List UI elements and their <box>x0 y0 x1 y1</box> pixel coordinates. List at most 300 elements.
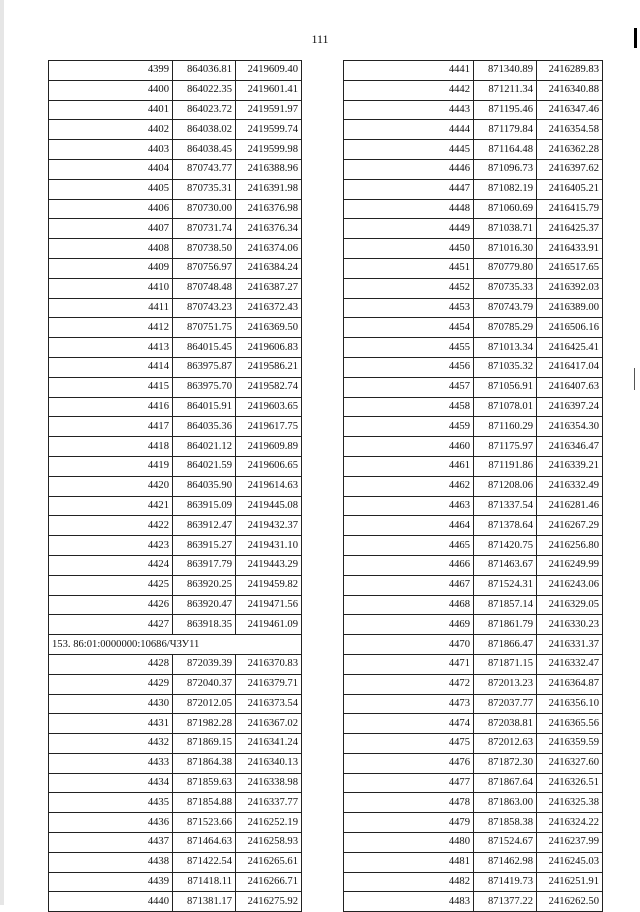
point-number-cell: 4412 <box>49 318 173 338</box>
point-number-cell: 4399 <box>49 61 173 81</box>
parcel-header-cell: 153. 86:01:0000000:10686/ЧЗУ11 <box>49 635 302 655</box>
x-coordinate-cell: 871859.63 <box>173 773 236 793</box>
x-coordinate-cell: 870730.00 <box>173 199 236 219</box>
table-row <box>49 456 302 476</box>
y-coordinate-cell: 2419582.74 <box>236 377 302 397</box>
x-coordinate-cell: 871160.29 <box>474 417 537 437</box>
table-row <box>344 516 603 536</box>
point-number-cell: 4451 <box>344 258 474 278</box>
y-coordinate-cell: 2419459.82 <box>236 575 302 595</box>
table-row <box>344 61 603 81</box>
x-coordinate-cell: 863917.79 <box>173 555 236 575</box>
point-number-cell: 4483 <box>344 892 474 912</box>
table-row <box>49 140 302 160</box>
x-coordinate-cell: 870751.75 <box>173 318 236 338</box>
table-row <box>49 397 302 417</box>
table-row <box>344 357 603 377</box>
x-coordinate-cell: 871422.54 <box>173 852 236 872</box>
point-number-cell: 4430 <box>49 694 173 714</box>
x-coordinate-cell: 871056.91 <box>474 377 537 397</box>
y-coordinate-cell: 2419606.83 <box>236 338 302 358</box>
y-coordinate-cell: 2419591.97 <box>236 100 302 120</box>
point-number-cell: 4420 <box>49 476 173 496</box>
y-coordinate-cell: 2416370.83 <box>236 654 302 674</box>
table-row <box>344 793 603 813</box>
x-coordinate-cell: 871982.28 <box>173 714 236 734</box>
table-row <box>49 694 302 714</box>
point-number-cell: 4402 <box>49 120 173 140</box>
x-coordinate-cell: 864038.45 <box>173 140 236 160</box>
x-coordinate-cell: 871863.00 <box>474 793 537 813</box>
table-row <box>344 338 603 358</box>
x-coordinate-cell: 871420.75 <box>474 536 537 556</box>
y-coordinate-cell: 2416384.24 <box>236 258 302 278</box>
point-number-cell: 4435 <box>49 793 173 813</box>
point-number-cell: 4400 <box>49 80 173 100</box>
y-coordinate-cell: 2416372.43 <box>236 298 302 318</box>
y-coordinate-cell: 2416376.98 <box>236 199 302 219</box>
x-coordinate-cell: 871419.73 <box>474 872 537 892</box>
table-row <box>344 674 603 694</box>
y-coordinate-cell: 2419461.09 <box>236 615 302 635</box>
coordinates-table-right <box>343 60 603 912</box>
point-number-cell: 4406 <box>49 199 173 219</box>
y-coordinate-cell: 2419617.75 <box>236 417 302 437</box>
table-row <box>49 417 302 437</box>
y-coordinate-cell: 2416332.49 <box>537 476 603 496</box>
point-number-cell: 4427 <box>49 615 173 635</box>
table-row <box>344 278 603 298</box>
point-number-cell: 4426 <box>49 595 173 615</box>
x-coordinate-cell: 871060.69 <box>474 199 537 219</box>
x-coordinate-cell: 871869.15 <box>173 734 236 754</box>
table-row <box>344 575 603 595</box>
y-coordinate-cell: 2416354.30 <box>537 417 603 437</box>
table-row <box>344 852 603 872</box>
y-coordinate-cell: 2416425.41 <box>537 338 603 358</box>
x-coordinate-cell: 863918.35 <box>173 615 236 635</box>
y-coordinate-cell: 2416374.06 <box>236 239 302 259</box>
point-number-cell: 4441 <box>344 61 474 81</box>
x-coordinate-cell: 871013.34 <box>474 338 537 358</box>
x-coordinate-cell: 871164.48 <box>474 140 537 160</box>
point-number-cell: 4422 <box>49 516 173 536</box>
x-coordinate-cell: 871208.06 <box>474 476 537 496</box>
x-coordinate-cell: 864021.12 <box>173 437 236 457</box>
x-coordinate-cell: 871016.30 <box>474 239 537 259</box>
x-coordinate-cell: 871038.71 <box>474 219 537 239</box>
x-coordinate-cell: 871078.01 <box>474 397 537 417</box>
y-coordinate-cell: 2416331.37 <box>537 635 603 655</box>
point-number-cell: 4467 <box>344 575 474 595</box>
point-number-cell: 4429 <box>49 674 173 694</box>
y-coordinate-cell: 2419601.41 <box>236 80 302 100</box>
table-row <box>49 654 302 674</box>
table-row <box>344 219 603 239</box>
point-number-cell: 4413 <box>49 338 173 358</box>
point-number-cell: 4449 <box>344 219 474 239</box>
table-row <box>49 239 302 259</box>
point-number-cell: 4445 <box>344 140 474 160</box>
table-row <box>49 318 302 338</box>
x-coordinate-cell: 871377.22 <box>474 892 537 912</box>
table-row <box>344 635 603 655</box>
y-coordinate-cell: 2419614.63 <box>236 476 302 496</box>
y-coordinate-cell: 2419606.65 <box>236 456 302 476</box>
table-row <box>49 61 302 81</box>
table-row <box>49 516 302 536</box>
point-number-cell: 4405 <box>49 179 173 199</box>
table-row <box>49 793 302 813</box>
table-row <box>344 417 603 437</box>
y-coordinate-cell: 2416262.50 <box>537 892 603 912</box>
table-row <box>49 100 302 120</box>
table-row <box>344 555 603 575</box>
table-row <box>49 852 302 872</box>
point-number-cell: 4464 <box>344 516 474 536</box>
y-coordinate-cell: 2416237.99 <box>537 833 603 853</box>
x-coordinate-cell: 864035.36 <box>173 417 236 437</box>
table-row <box>344 437 603 457</box>
point-number-cell: 4455 <box>344 338 474 358</box>
table-row <box>344 298 603 318</box>
x-coordinate-cell: 871523.66 <box>173 813 236 833</box>
point-number-cell: 4401 <box>49 100 173 120</box>
page-number: 111 <box>311 32 329 46</box>
x-coordinate-cell: 864023.72 <box>173 100 236 120</box>
y-coordinate-cell: 2416265.61 <box>236 852 302 872</box>
x-coordinate-cell: 870743.23 <box>173 298 236 318</box>
x-coordinate-cell: 872012.63 <box>474 734 537 754</box>
table-row <box>344 595 603 615</box>
point-number-cell: 4465 <box>344 536 474 556</box>
point-number-cell: 4481 <box>344 852 474 872</box>
y-coordinate-cell: 2416347.46 <box>537 100 603 120</box>
table-row <box>344 714 603 734</box>
point-number-cell: 4410 <box>49 278 173 298</box>
y-coordinate-cell: 2416369.50 <box>236 318 302 338</box>
y-coordinate-cell: 2416340.13 <box>236 753 302 773</box>
x-coordinate-cell: 871524.67 <box>474 833 537 853</box>
y-coordinate-cell: 2416326.51 <box>537 773 603 793</box>
table-row <box>344 496 603 516</box>
table-row <box>49 219 302 239</box>
point-number-cell: 4454 <box>344 318 474 338</box>
y-coordinate-cell: 2416405.21 <box>537 179 603 199</box>
table-row <box>344 654 603 674</box>
point-number-cell: 4424 <box>49 555 173 575</box>
scan-mark-right <box>634 368 635 390</box>
table-row <box>49 437 302 457</box>
x-coordinate-cell: 864035.90 <box>173 476 236 496</box>
y-coordinate-cell: 2416324.22 <box>537 813 603 833</box>
point-number-cell: 4453 <box>344 298 474 318</box>
point-number-cell: 4450 <box>344 239 474 259</box>
point-number-cell: 4476 <box>344 753 474 773</box>
table-row <box>344 199 603 219</box>
table-row <box>49 496 302 516</box>
table-row <box>49 773 302 793</box>
x-coordinate-cell: 863912.47 <box>173 516 236 536</box>
y-coordinate-cell: 2416245.03 <box>537 852 603 872</box>
point-number-cell: 4423 <box>49 536 173 556</box>
x-coordinate-cell: 872037.77 <box>474 694 537 714</box>
x-coordinate-cell: 871871.15 <box>474 654 537 674</box>
point-number-cell: 4466 <box>344 555 474 575</box>
x-coordinate-cell: 864036.81 <box>173 61 236 81</box>
table-row <box>344 892 603 912</box>
x-coordinate-cell: 871035.32 <box>474 357 537 377</box>
table-row <box>49 714 302 734</box>
y-coordinate-cell: 2419431.10 <box>236 536 302 556</box>
table-row <box>344 120 603 140</box>
y-coordinate-cell: 2416252.19 <box>236 813 302 833</box>
y-coordinate-cell: 2416433.91 <box>537 239 603 259</box>
point-number-cell: 4470 <box>344 635 474 655</box>
table-row <box>49 80 302 100</box>
x-coordinate-cell: 871857.14 <box>474 595 537 615</box>
y-coordinate-cell: 2416517.65 <box>537 258 603 278</box>
point-number-cell: 4436 <box>49 813 173 833</box>
table-row <box>49 179 302 199</box>
y-coordinate-cell: 2416337.77 <box>236 793 302 813</box>
y-coordinate-cell: 2416341.24 <box>236 734 302 754</box>
coordinates-table-left <box>48 60 302 912</box>
x-coordinate-cell: 864022.35 <box>173 80 236 100</box>
table-row <box>344 615 603 635</box>
point-number-cell: 4443 <box>344 100 474 120</box>
table-row <box>49 357 302 377</box>
table-row <box>344 258 603 278</box>
y-coordinate-cell: 2416359.59 <box>537 734 603 754</box>
table-row <box>49 536 302 556</box>
point-number-cell: 4475 <box>344 734 474 754</box>
x-coordinate-cell: 871179.84 <box>474 120 537 140</box>
x-coordinate-cell: 871867.64 <box>474 773 537 793</box>
table-row <box>344 753 603 773</box>
point-number-cell: 4409 <box>49 258 173 278</box>
point-number-cell: 4414 <box>49 357 173 377</box>
y-coordinate-cell: 2416251.91 <box>537 872 603 892</box>
y-coordinate-cell: 2416332.47 <box>537 654 603 674</box>
table-row <box>49 872 302 892</box>
point-number-cell: 4434 <box>49 773 173 793</box>
x-coordinate-cell: 871463.67 <box>474 555 537 575</box>
y-coordinate-cell: 2416266.71 <box>236 872 302 892</box>
x-coordinate-cell: 863920.47 <box>173 595 236 615</box>
table-row <box>344 318 603 338</box>
y-coordinate-cell: 2419443.29 <box>236 555 302 575</box>
y-coordinate-cell: 2416281.46 <box>537 496 603 516</box>
point-number-cell: 4461 <box>344 456 474 476</box>
table-row <box>49 753 302 773</box>
y-coordinate-cell: 2419432.37 <box>236 516 302 536</box>
y-coordinate-cell: 2416256.80 <box>537 536 603 556</box>
point-number-cell: 4404 <box>49 159 173 179</box>
point-number-cell: 4418 <box>49 437 173 457</box>
x-coordinate-cell: 871524.31 <box>474 575 537 595</box>
y-coordinate-cell: 2416373.54 <box>236 694 302 714</box>
x-coordinate-cell: 871861.79 <box>474 615 537 635</box>
table-row <box>49 555 302 575</box>
y-coordinate-cell: 2416354.58 <box>537 120 603 140</box>
point-number-cell: 4472 <box>344 674 474 694</box>
point-number-cell: 4456 <box>344 357 474 377</box>
point-number-cell: 4432 <box>49 734 173 754</box>
table-row <box>344 833 603 853</box>
x-coordinate-cell: 871864.38 <box>173 753 236 773</box>
y-coordinate-cell: 2416340.88 <box>537 80 603 100</box>
table-row <box>344 100 603 120</box>
y-coordinate-cell: 2416376.34 <box>236 219 302 239</box>
x-coordinate-cell: 871858.38 <box>474 813 537 833</box>
table-row <box>49 635 302 655</box>
table-row <box>49 258 302 278</box>
x-coordinate-cell: 863975.70 <box>173 377 236 397</box>
point-number-cell: 4473 <box>344 694 474 714</box>
x-coordinate-cell: 864015.91 <box>173 397 236 417</box>
table-row <box>49 615 302 635</box>
x-coordinate-cell: 871464.63 <box>173 833 236 853</box>
x-coordinate-cell: 871211.34 <box>474 80 537 100</box>
y-coordinate-cell: 2416364.87 <box>537 674 603 694</box>
table-row <box>49 298 302 318</box>
y-coordinate-cell: 2419599.98 <box>236 140 302 160</box>
table-row <box>344 159 603 179</box>
x-coordinate-cell: 863920.25 <box>173 575 236 595</box>
x-coordinate-cell: 863915.09 <box>173 496 236 516</box>
point-number-cell: 4417 <box>49 417 173 437</box>
y-coordinate-cell: 2419586.21 <box>236 357 302 377</box>
x-coordinate-cell: 864015.45 <box>173 338 236 358</box>
x-coordinate-cell: 872013.23 <box>474 674 537 694</box>
y-coordinate-cell: 2416367.02 <box>236 714 302 734</box>
x-coordinate-cell: 871340.89 <box>474 61 537 81</box>
table-row <box>49 159 302 179</box>
point-number-cell: 4431 <box>49 714 173 734</box>
table-row <box>49 476 302 496</box>
point-number-cell: 4460 <box>344 437 474 457</box>
point-number-cell: 4419 <box>49 456 173 476</box>
y-coordinate-cell: 2416365.56 <box>537 714 603 734</box>
x-coordinate-cell: 871096.73 <box>474 159 537 179</box>
y-coordinate-cell: 2416329.05 <box>537 595 603 615</box>
x-coordinate-cell: 871082.19 <box>474 179 537 199</box>
x-coordinate-cell: 872038.81 <box>474 714 537 734</box>
x-coordinate-cell: 870748.48 <box>173 278 236 298</box>
x-coordinate-cell: 870735.33 <box>474 278 537 298</box>
x-coordinate-cell: 871378.64 <box>474 516 537 536</box>
point-number-cell: 4469 <box>344 615 474 635</box>
point-number-cell: 4479 <box>344 813 474 833</box>
y-coordinate-cell: 2419603.65 <box>236 397 302 417</box>
table-row <box>49 833 302 853</box>
point-number-cell: 4440 <box>49 892 173 912</box>
point-number-cell: 4403 <box>49 140 173 160</box>
x-coordinate-cell: 870743.79 <box>474 298 537 318</box>
x-coordinate-cell: 870731.74 <box>173 219 236 239</box>
y-coordinate-cell: 2416356.10 <box>537 694 603 714</box>
point-number-cell: 4474 <box>344 714 474 734</box>
y-coordinate-cell: 2416243.06 <box>537 575 603 595</box>
y-coordinate-cell: 2419471.56 <box>236 595 302 615</box>
y-coordinate-cell: 2416346.47 <box>537 437 603 457</box>
table-row <box>344 694 603 714</box>
scan-left-margin <box>0 0 4 905</box>
table-row <box>49 120 302 140</box>
point-number-cell: 4407 <box>49 219 173 239</box>
table-row <box>49 338 302 358</box>
x-coordinate-cell: 871195.46 <box>474 100 537 120</box>
point-number-cell: 4425 <box>49 575 173 595</box>
point-number-cell: 4458 <box>344 397 474 417</box>
y-coordinate-cell: 2416389.00 <box>537 298 603 318</box>
x-coordinate-cell: 872040.37 <box>173 674 236 694</box>
y-coordinate-cell: 2416258.93 <box>236 833 302 853</box>
y-coordinate-cell: 2416506.16 <box>537 318 603 338</box>
table-row <box>49 199 302 219</box>
table-row <box>49 674 302 694</box>
x-coordinate-cell: 870779.80 <box>474 258 537 278</box>
y-coordinate-cell: 2419445.08 <box>236 496 302 516</box>
x-coordinate-cell: 871462.98 <box>474 852 537 872</box>
y-coordinate-cell: 2416417.04 <box>537 357 603 377</box>
y-coordinate-cell: 2416387.27 <box>236 278 302 298</box>
table-row <box>344 476 603 496</box>
point-number-cell: 4437 <box>49 833 173 853</box>
x-coordinate-cell: 871337.54 <box>474 496 537 516</box>
table-row <box>49 595 302 615</box>
y-coordinate-cell: 2416397.24 <box>537 397 603 417</box>
point-number-cell: 4411 <box>49 298 173 318</box>
point-number-cell: 4480 <box>344 833 474 853</box>
y-coordinate-cell: 2416330.23 <box>537 615 603 635</box>
x-coordinate-cell: 870738.50 <box>173 239 236 259</box>
y-coordinate-cell: 2416392.03 <box>537 278 603 298</box>
y-coordinate-cell: 2416391.98 <box>236 179 302 199</box>
table-row <box>344 813 603 833</box>
table-row <box>344 773 603 793</box>
x-coordinate-cell: 871418.11 <box>173 872 236 892</box>
x-coordinate-cell: 863975.87 <box>173 357 236 377</box>
x-coordinate-cell: 871872.30 <box>474 753 537 773</box>
y-coordinate-cell: 2416338.98 <box>236 773 302 793</box>
point-number-cell: 4482 <box>344 872 474 892</box>
x-coordinate-cell: 871191.86 <box>474 456 537 476</box>
point-number-cell: 4447 <box>344 179 474 199</box>
point-number-cell: 4439 <box>49 872 173 892</box>
table-row <box>49 892 302 912</box>
point-number-cell: 4448 <box>344 199 474 219</box>
point-number-cell: 4416 <box>49 397 173 417</box>
x-coordinate-cell: 871175.97 <box>474 437 537 457</box>
table-row <box>344 140 603 160</box>
point-number-cell: 4421 <box>49 496 173 516</box>
point-number-cell: 4452 <box>344 278 474 298</box>
table-row <box>344 536 603 556</box>
table-row <box>344 456 603 476</box>
point-number-cell: 4442 <box>344 80 474 100</box>
point-number-cell: 4408 <box>49 239 173 259</box>
y-coordinate-cell: 2416362.28 <box>537 140 603 160</box>
y-coordinate-cell: 2416267.29 <box>537 516 603 536</box>
x-coordinate-cell: 870735.31 <box>173 179 236 199</box>
y-coordinate-cell: 2419609.89 <box>236 437 302 457</box>
point-number-cell: 4438 <box>49 852 173 872</box>
table-row <box>49 575 302 595</box>
y-coordinate-cell: 2416407.63 <box>537 377 603 397</box>
point-number-cell: 4446 <box>344 159 474 179</box>
